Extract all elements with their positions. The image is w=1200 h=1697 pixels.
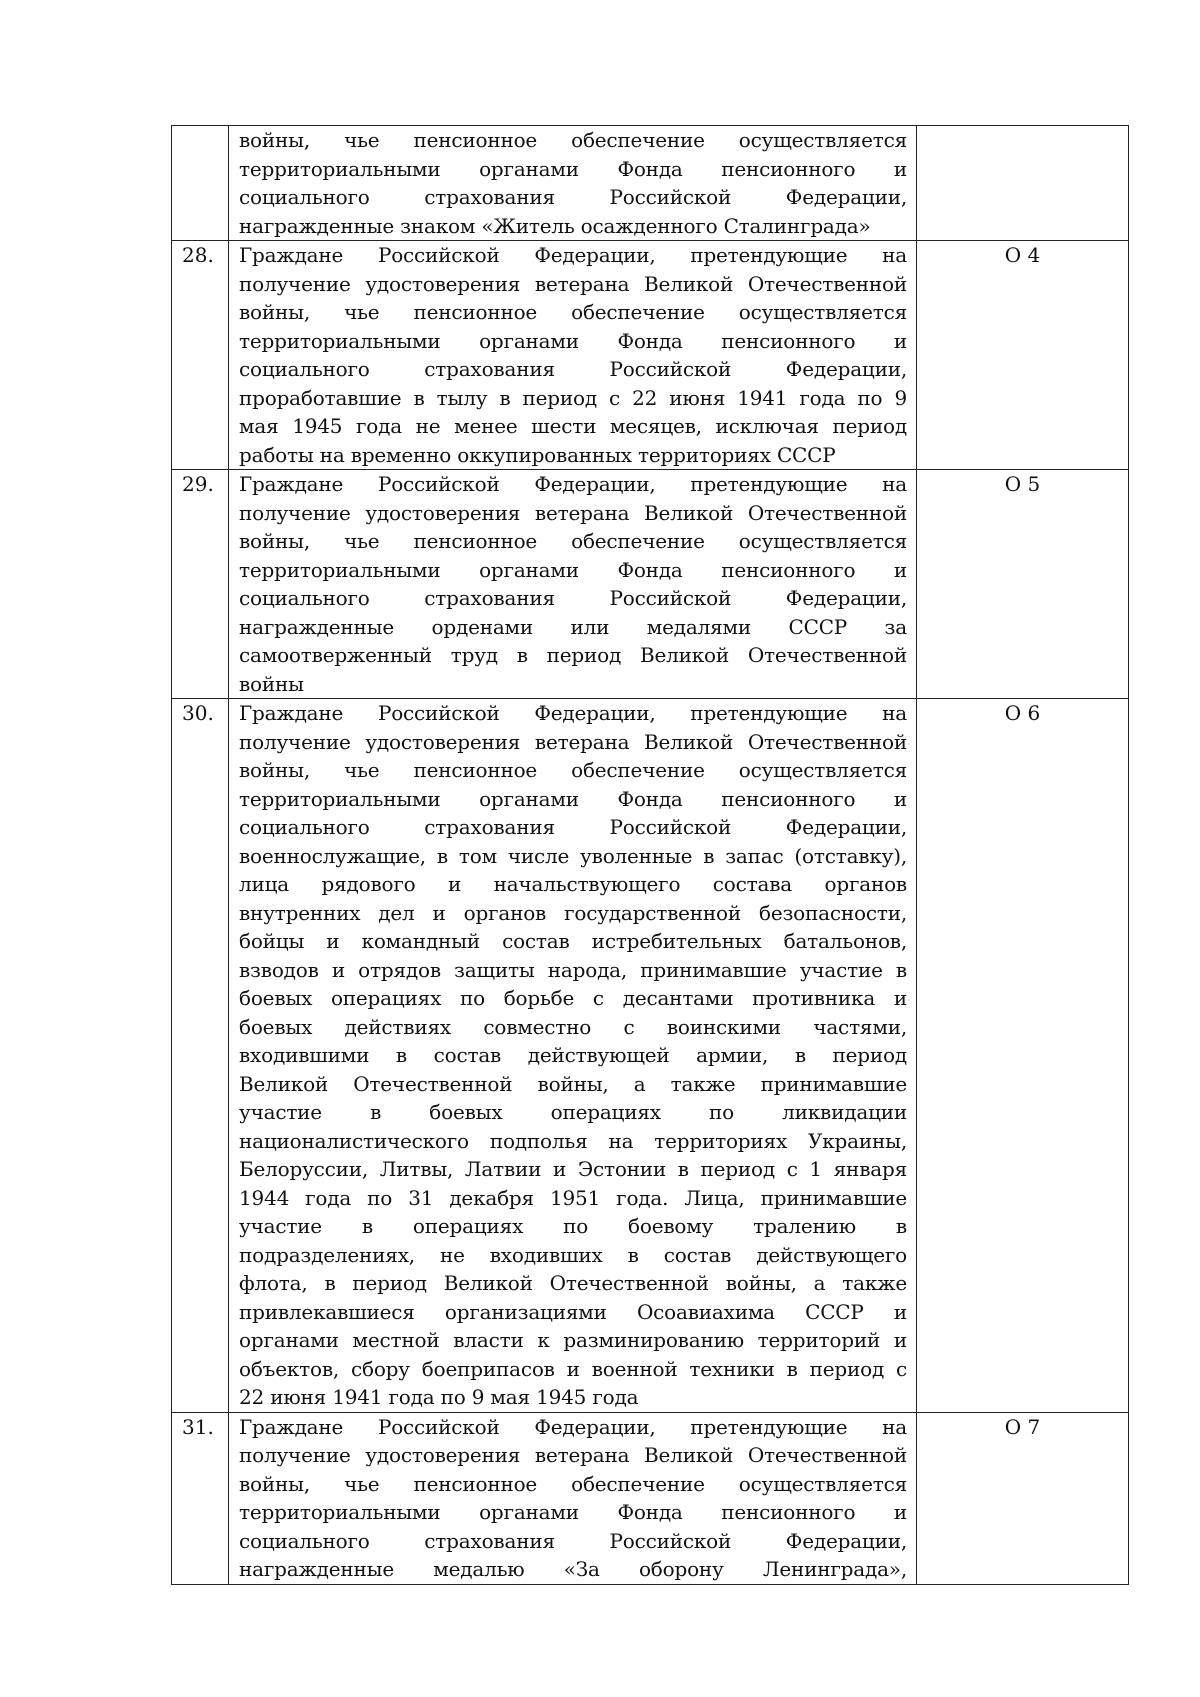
description-line: внутренних дел и органов государственной безопасности, (239, 900, 907, 925)
row-description (229, 470, 917, 699)
description-line: военнослужащие, в том числе уволенные в запас (отставку), (239, 843, 907, 868)
description-line: Граждане Российской Федерации, претендующие на (239, 1414, 907, 1439)
description-line: территориальными органами Фонда пенсионного и (239, 328, 907, 353)
row-code (917, 126, 1129, 241)
description-line: привлекавшиеся организациями Осоавиахима СССР и (239, 1299, 907, 1324)
description-line: получение удостоверения ветерана Великой Отечественной (239, 271, 907, 296)
table-row (172, 241, 1129, 470)
description-line: Граждане Российской Федерации, претендующие на (239, 472, 907, 496)
row-code: О 6 (917, 699, 1129, 1413)
row-number (172, 126, 229, 241)
description-line: подразделениях, не входивших в состав действующего (239, 1242, 907, 1267)
row-number: 29. (172, 470, 229, 699)
description-line: получение удостоверения ветерана Великой Отечественной (239, 729, 907, 754)
row-number: 31. (172, 1412, 229, 1584)
description-line: получение удостоверения ветерана Великой Отечественной (239, 1443, 907, 1467)
description-line: входившими в состав действующей армии, в период (239, 1043, 907, 1067)
description-line: войны, чье пенсионное обеспечение осуществляется (239, 300, 907, 324)
table-row (172, 1412, 1129, 1584)
description-line: войны (239, 671, 304, 696)
description-line: мая 1945 года не менее шести месяцев, исключая период (239, 414, 907, 438)
description-line: самоотверженный труд в период Великой Отечественной (239, 643, 907, 667)
row-code: О 4 (917, 241, 1129, 470)
row-number: 30. (172, 699, 229, 1413)
description-line: бойцы и командный состав истребительных батальонов, (239, 929, 907, 953)
description-line: войны, чье пенсионное обеспечение осуществляется (239, 1471, 907, 1496)
description-line: социального страхования Российской Федерации, (239, 815, 907, 839)
description-line: флота, в период Великой Отечественной войны, а также (239, 1271, 907, 1295)
description-line: войны, чье пенсионное обеспечение осуществляется (239, 529, 907, 553)
table-row (172, 699, 1129, 1413)
description-line: боевых операциях по борьбе с десантами противника и (239, 986, 907, 1010)
description-line: социального страхования Российской Федерации, (239, 357, 907, 381)
table-body (172, 126, 1129, 1585)
description-line: участие в боевых операциях по ликвидации (239, 1100, 907, 1124)
description-line: 1944 года по 31 декабря 1951 года. Лица, принимавшие (239, 1185, 907, 1210)
description-line: территориальными органами Фонда пенсионного и (239, 786, 907, 811)
document-table (171, 125, 1129, 1585)
description-line: территориальными органами Фонда пенсионного и (239, 1500, 907, 1524)
description-line: социального страхования Российской Федерации, (239, 1528, 907, 1553)
row-description (229, 241, 917, 470)
description-line: Белоруссии, Литвы, Латвии и Эстонии в период с 1 января (239, 1157, 907, 1181)
row-description (229, 126, 917, 241)
row-description (229, 699, 917, 1413)
description-line: националистического подполья на территориях Украины, (239, 1128, 907, 1153)
description-line: лица рядового и начальствующего состава органов (239, 872, 907, 896)
description-line: войны, чье пенсионное обеспечение осуществляется (239, 758, 907, 782)
row-description (229, 1412, 917, 1584)
description-line: социального страхования Российской Федерации, (239, 586, 907, 610)
description-line: участие в операциях по боевому тралению в (239, 1214, 907, 1238)
description-line: 22 июня 1941 года по 9 мая 1945 года (239, 1385, 639, 1409)
description-line: Граждане Российской Федерации, претендующие на (239, 243, 907, 267)
description-line: территориальными органами Фонда пенсионного и (239, 156, 907, 181)
description-line: объектов, сбору боеприпасов и военной техники в период с (239, 1356, 907, 1381)
description-line: работы на временно оккупированных территориях СССР (239, 442, 836, 467)
description-line: боевых действиях совместно с воинскими частями, (239, 1014, 907, 1039)
description-line: войны, чье пенсионное обеспечение осуществляется (239, 128, 907, 152)
description-line: получение удостоверения ветерана Великой Отечественной (239, 500, 907, 525)
description-line: награжденные орденами или медалями СССР за (239, 614, 907, 639)
description-line: награжденные медалью «За оборону Ленинграда», (239, 1557, 907, 1581)
table-row (172, 470, 1129, 699)
description-line: Великой Отечественной войны, а также принимавшие (239, 1071, 907, 1096)
description-line: Граждане Российской Федерации, претендующие на (239, 701, 907, 725)
table-row (172, 126, 1129, 241)
row-code: О 5 (917, 470, 1129, 699)
description-line: органами местной власти к разминированию территорий и (239, 1328, 907, 1352)
row-number: 28. (172, 241, 229, 470)
description-line: социального страхования Российской Федерации, (239, 185, 907, 209)
description-line: территориальными органами Фонда пенсионного и (239, 557, 907, 582)
row-code: О 7 (917, 1412, 1129, 1584)
description-line: награжденные знаком «Житель осажденного Сталинграда» (239, 213, 871, 238)
description-line: взводов и отрядов защиты народа, принимавшие участие в (239, 957, 907, 982)
description-line: проработавшие в тылу в период с 22 июня 1941 года по 9 (239, 385, 907, 410)
